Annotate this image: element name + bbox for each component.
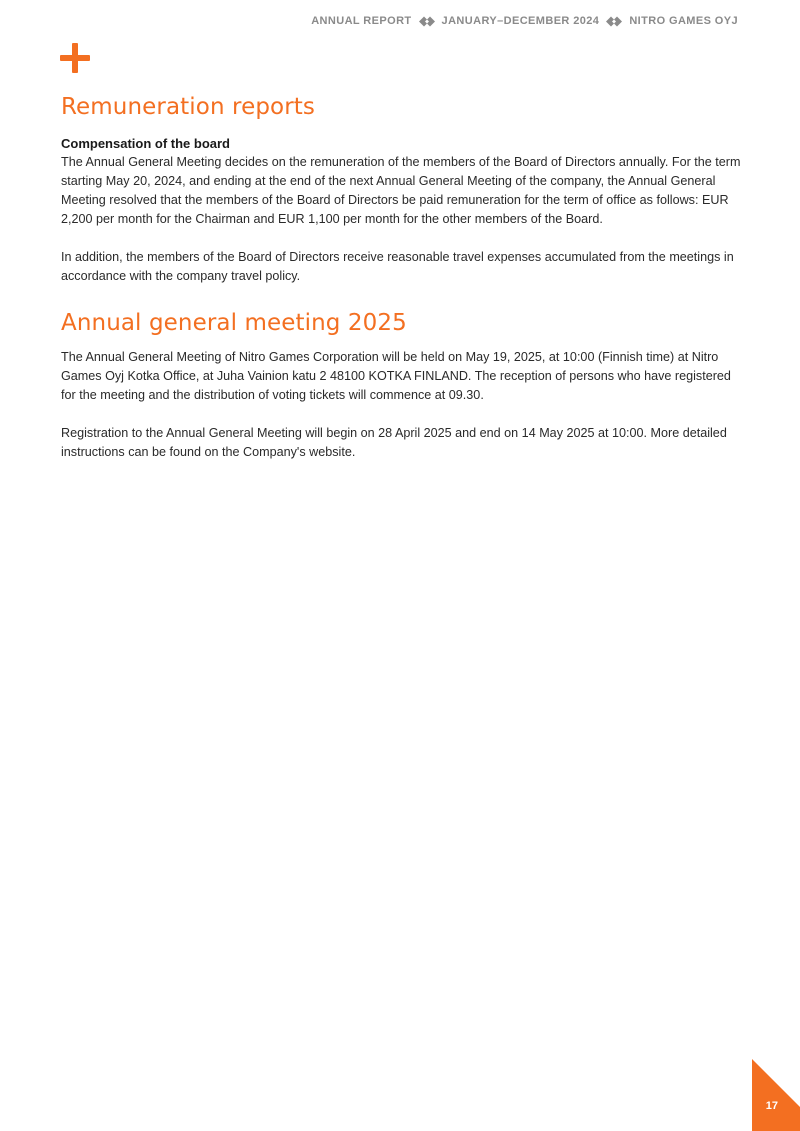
header-period: JANUARY–DECEMBER 2024 xyxy=(441,15,600,27)
paragraph-remuneration-2: In addition, the members of the Board of Directors receive reasonable travel expenses accumulated from the meetings in accordance with the company travel policy. xyxy=(61,250,734,283)
double-chevron-icon xyxy=(606,16,622,27)
subsection-title-compensation: Compensation of the board xyxy=(61,136,230,151)
main-content xyxy=(61,92,741,462)
section-title-remuneration: Remuneration reports xyxy=(61,94,315,120)
double-chevron-icon xyxy=(419,16,435,27)
paragraph-agm-1: The Annual General Meeting of Nitro Games Corporation will be held on May 19, 2025, at 10:00 (Finnish time) at Nitro Games Oyj Kotka Office, at Juha Vainion katu 2 48100 KOTKA FINLAND. The reception of persons who have registered for the meeting and the distribution of voting tickets will commence at 09.30. xyxy=(61,350,731,402)
header-company: NITRO GAMES OYJ xyxy=(629,15,738,27)
header-report-title: ANNUAL REPORT xyxy=(311,15,412,27)
page-number: 17 xyxy=(765,1100,778,1112)
paragraph-agm-2: Registration to the Annual General Meeting will begin on 28 April 2025 and end on 14 May 2025 at 10:00. More detailed instructions can be found on the Company's website. xyxy=(61,426,727,459)
plus-icon xyxy=(60,43,90,73)
running-header xyxy=(311,15,738,27)
page-corner-tab xyxy=(752,1059,800,1131)
paragraph-remuneration-1: The Annual General Meeting decides on the remuneration of the members of the Board of Directors annually. For the term starting May 20, 2024, and ending at the end of the next Annual General Meeting of the company, the Annual General Meeting resolved that the members of the Board of Directors be paid remuneration for the term of office as follows: EUR 2,200 per month for the Chairman and EUR 1,100 per month for the other members of the Board. xyxy=(61,155,741,226)
section-title-agm: Annual general meeting 2025 xyxy=(61,310,407,336)
